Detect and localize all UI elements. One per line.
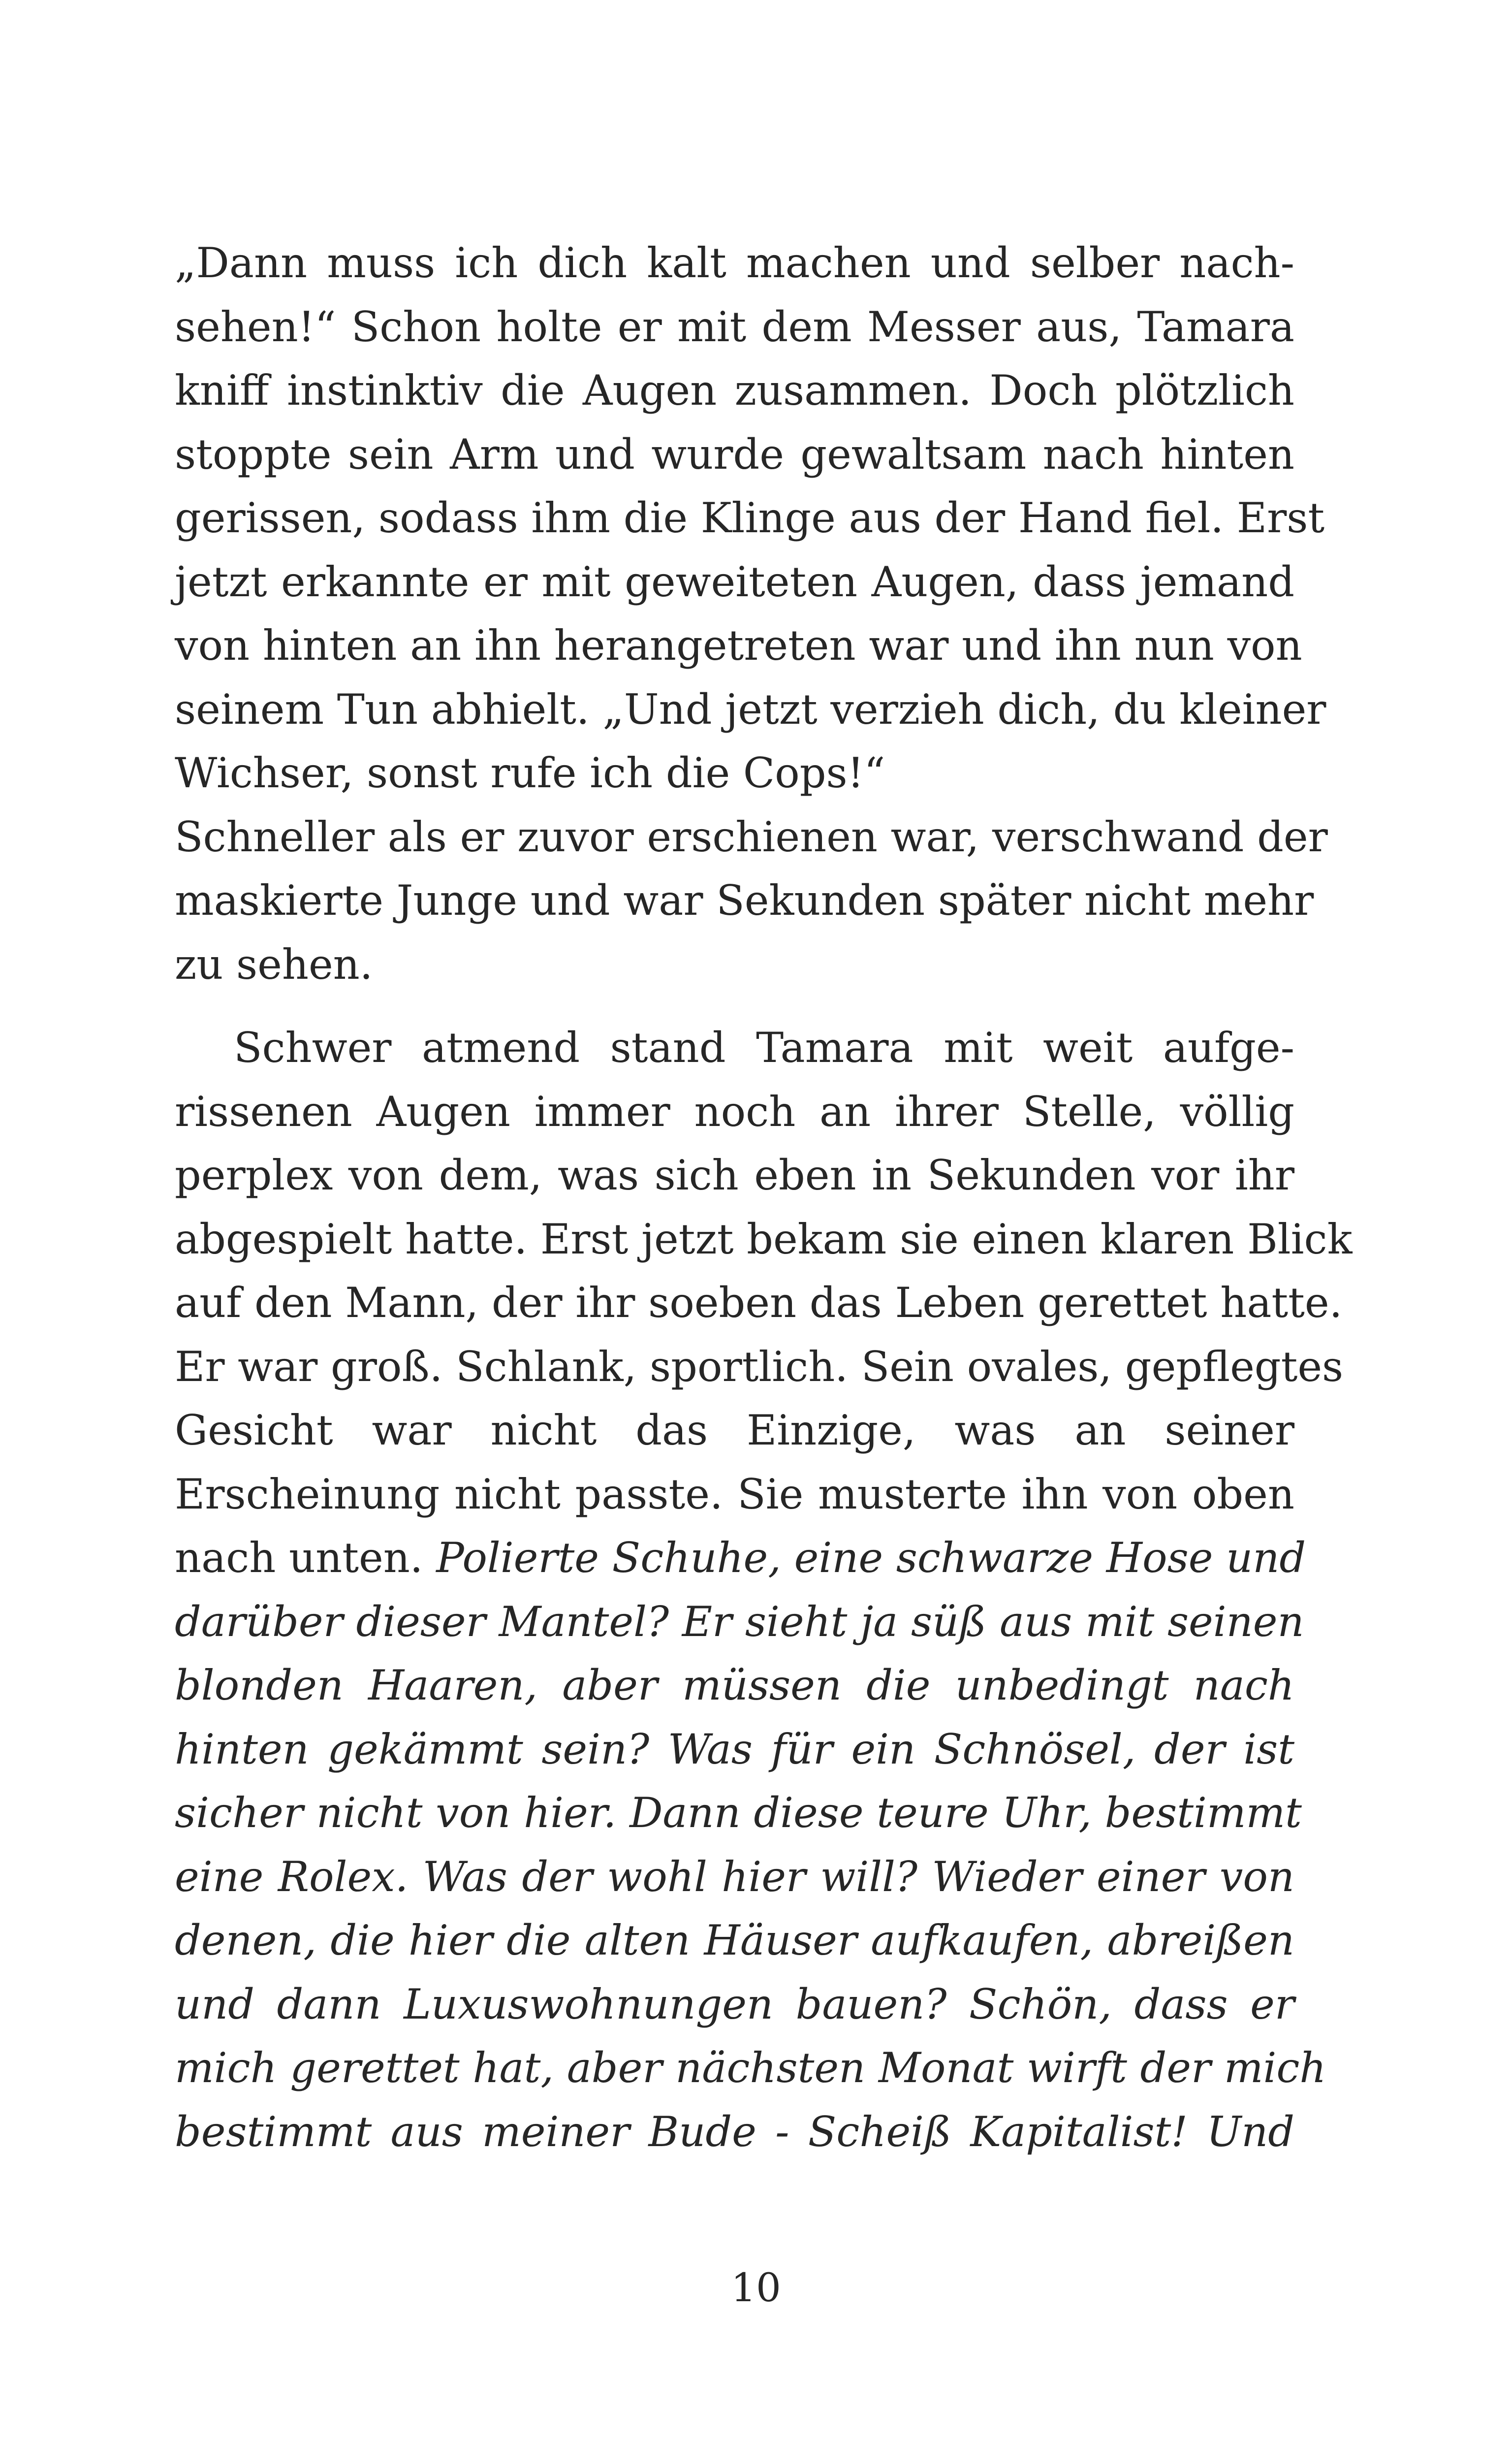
text-line: seinem Tun abhielt. „Und jetzt verzieh dich, du kleiner — [175, 685, 1326, 734]
body-text — [175, 231, 1353, 2164]
italic-text-line: eine Rolex. Was der wohl hier will? Wieder einer von — [175, 1852, 1294, 1901]
text-line: Wichser, sonst rufe ich die Cops!“ — [175, 749, 885, 797]
text-line: Schwer atmend stand Tamara mit weit aufge- — [234, 1024, 1294, 1072]
italic-text-line: hinten gekämmt sein? Was für ein Schnösel, der ist — [175, 1725, 1294, 1773]
text-line: Gesicht war nicht das Einzige, was an seiner — [175, 1406, 1294, 1454]
italic-text: Polierte Schuhe, eine schwarze Hose und — [436, 1534, 1306, 1582]
italic-text-line: bestimmt aus meiner Bude - Scheiß Kapitalist! Und — [175, 2107, 1294, 2156]
text-line: auf den Mann, der ihr soeben das Leben gerettet hatte. — [175, 1279, 1343, 1327]
italic-text-line: sicher nicht von hier. Dann diese teure Uhr, bestimmt — [175, 1789, 1302, 1837]
text-line: sehen!“ Schon holte er mit dem Messer aus, Tamara — [175, 302, 1294, 351]
text-line: abgespielt hatte. Erst jetzt bekam sie einen klaren Blick — [175, 1215, 1353, 1263]
italic-text-line: blonden Haaren, aber müssen die unbedingt nach — [175, 1661, 1294, 1709]
text-line: „Dann muss ich dich kalt machen und selber nach- — [175, 239, 1294, 287]
paragraph-gap — [175, 996, 1294, 1016]
text-line: Er war groß. Schlank, sportlich. Sein ovales, gepflegtes — [175, 1342, 1344, 1391]
text-line: kniff instinktiv die Augen zusammen. Doch plötzlich — [175, 366, 1294, 415]
italic-text-line: und dann Luxuswohnungen bauen? Schön, dass er — [175, 1980, 1294, 2028]
text-line: maskierte Junge und war Sekunden später nicht mehr — [175, 876, 1314, 925]
text-line: perplex von dem, was sich eben in Sekunden vor ihr — [175, 1151, 1294, 1199]
text-line: gerissen, sodass ihm die Klinge aus der Hand fiel. Erst — [175, 494, 1325, 542]
text-line: jetzt erkannte er mit geweiteten Augen, dass jemand — [175, 557, 1294, 606]
italic-text-line: darüber dieser Mantel? Er sieht ja süß aus mit seinen — [175, 1597, 1304, 1646]
text-line: zu sehen. — [175, 940, 373, 989]
text-line: von hinten an ihn herangetreten war und ihn nun von — [175, 621, 1302, 670]
italic-text-line: mich gerettet hat, aber nächsten Monat wirft der mich — [175, 2044, 1326, 2092]
mixed-text-line — [175, 1526, 1306, 1590]
text-line: rissenen Augen immer noch an ihrer Stelle, völlig — [175, 1087, 1294, 1136]
page-number: 10 — [731, 2265, 781, 2311]
roman-text: nach unten. — [175, 1534, 437, 1582]
italic-text-line: denen, die hier die alten Häuser aufkaufen, abreißen — [175, 1916, 1294, 1964]
text-line: Schneller als er zuvor erschienen war, verschwand der — [175, 812, 1328, 861]
text-line: stoppte sein Arm und wurde gewaltsam nach hinten — [175, 430, 1294, 479]
text-line: Erscheinung nicht passte. Sie musterte ihn von oben — [175, 1470, 1294, 1518]
